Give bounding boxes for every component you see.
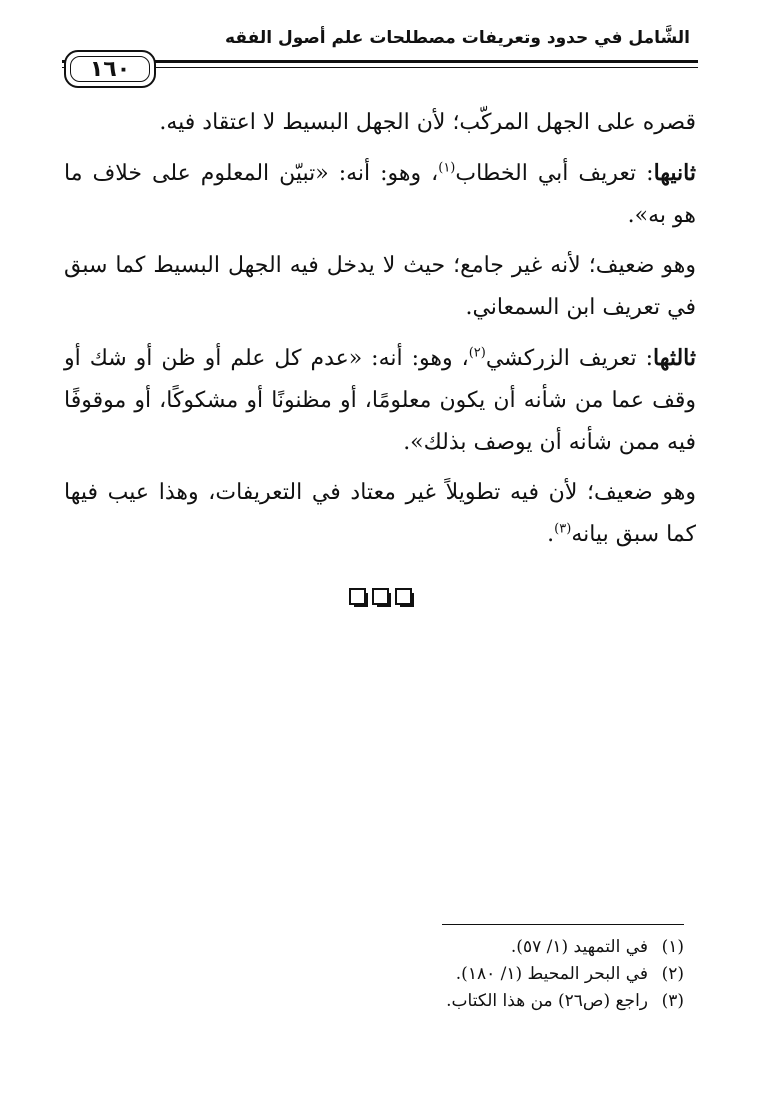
footnote [124, 934, 684, 961]
footnote-text: راجع (ص٢٦) من هذا الكتاب. [446, 991, 648, 1011]
page-number-text: ١٦٠ [89, 56, 131, 82]
section-end-ornament [0, 588, 760, 605]
page-number [64, 50, 156, 88]
paragraph-2-post: ، وهو: أنه: «تبيّن المعلوم على خلاف ما هو به». [64, 161, 696, 228]
header-rule-thick [62, 60, 698, 63]
paragraph-4-label: ثالثها [652, 345, 696, 371]
paragraph-5 [64, 472, 696, 556]
square-ornament-icon [372, 588, 389, 605]
footnote [124, 961, 684, 988]
footnote-ref-2: (٢) [468, 345, 486, 361]
header-rule-thin [62, 67, 698, 68]
footnote-text: في البحر المحيط (١/ ١٨٠). [455, 964, 648, 984]
footnote-ref-3: (٣) [554, 521, 572, 537]
footnotes [124, 934, 684, 1015]
paragraph-4-post: ، وهو: أنه: «عدم كل علم أو ظن أو شك أو وقف عما من شأنه أن يكون معلومًا، أو مظنونًا أو مشكوكًا، أو موقوفًا فيه ممن شأنه أن يوصف بذلك». [64, 346, 696, 455]
square-ornament-icon [395, 588, 412, 605]
footnote-mark: (٢) [661, 964, 684, 984]
paragraph-2-pre: : تعريف أبي الخطاب [455, 161, 654, 186]
paragraph-5-pre: وهو ضعيف؛ لأن فيه تطويلاً غير معتاد في التعريفات، وهذا عيب فيها كما سبق بيانه [64, 480, 696, 547]
running-title: الشَّامل في حدود وتعريفات مصطلحات علم أصول الفقه [225, 28, 690, 48]
square-ornament-icon [349, 588, 366, 605]
paragraph-3: وهو ضعيف؛ لأنه غير جامع؛ حيث لا يدخل فيه الجهل البسيط كما سبق في تعريف ابن السمعاني. [64, 253, 696, 320]
paragraph-4-pre: : تعريف الزركشي [485, 346, 653, 371]
paragraph-1: قصره على الجهل المركّب؛ لأن الجهل البسيط لا اعتقاد فيه. [159, 110, 696, 135]
footnote-ref-1: (١) [438, 160, 456, 176]
footnote-mark: (٣) [661, 991, 684, 1011]
footnote-text: في التمهيد (١/ ٥٧). [510, 937, 648, 957]
footnote-separator [442, 924, 684, 925]
paragraph-2-label: ثانيها [653, 160, 696, 186]
paragraph-5-post: . [547, 522, 555, 547]
footnote-mark: (١) [661, 937, 684, 957]
paragraph-4 [64, 337, 696, 464]
footnote [124, 988, 684, 1015]
body-text [64, 102, 696, 564]
paragraph-2 [64, 152, 696, 237]
